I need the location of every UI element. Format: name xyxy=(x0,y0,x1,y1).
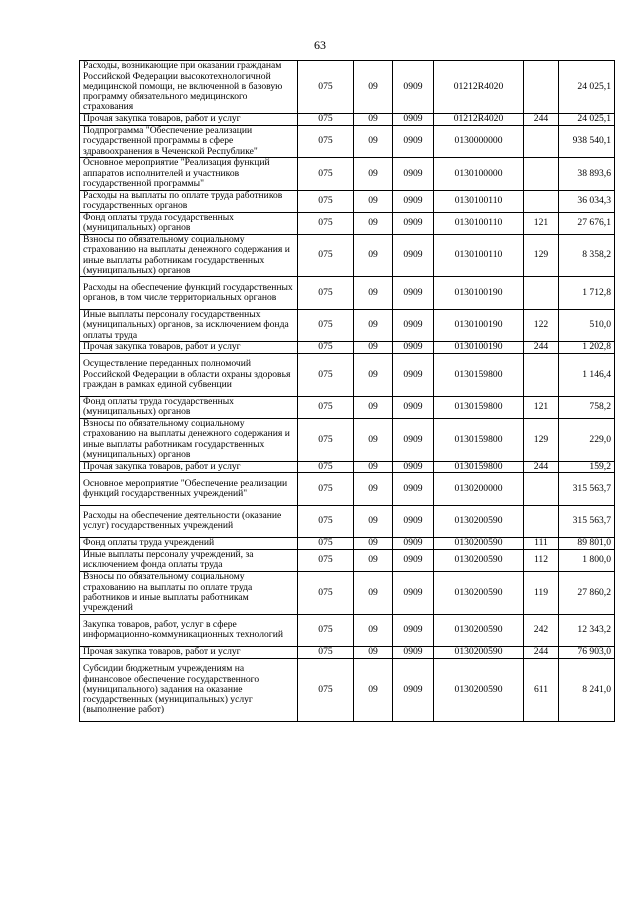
row-expense-type-cell: 129 xyxy=(524,234,559,277)
row-ministry-code-cell: 075 xyxy=(298,505,354,537)
row-section-code-cell: 09 xyxy=(354,190,393,212)
row-subsection-code-cell: 0909 xyxy=(393,342,434,354)
table-row xyxy=(80,538,615,550)
row-section-code-cell: 09 xyxy=(354,234,393,277)
row-name-cell: Расходы на выплаты по оплате труда работников государственных органов xyxy=(80,190,298,212)
row-section-code-cell: 09 xyxy=(354,212,393,234)
row-amount-cell: 38 893,6 xyxy=(559,158,615,190)
row-section-code-cell: 09 xyxy=(354,125,393,157)
row-expense-type-cell: 611 xyxy=(524,658,559,721)
row-ministry-code-cell: 075 xyxy=(298,309,354,341)
row-section-code-cell: 09 xyxy=(354,158,393,190)
row-amount-cell: 76 903,0 xyxy=(559,647,615,659)
row-section-code-cell: 09 xyxy=(354,647,393,659)
row-subsection-code-cell: 0909 xyxy=(393,614,434,646)
row-amount-cell: 24 025,1 xyxy=(559,114,615,126)
row-name-cell: Фонд оплаты труда учреждений xyxy=(80,538,298,550)
row-name-cell: Иные выплаты персоналу учреждений, за исключением фонда оплаты труда xyxy=(80,549,298,571)
row-target-article-cell: 0130100110 xyxy=(434,190,524,212)
row-ministry-code-cell: 075 xyxy=(298,658,354,721)
row-section-code-cell: 09 xyxy=(354,549,393,571)
table-row xyxy=(80,342,615,354)
row-subsection-code-cell: 0909 xyxy=(393,125,434,157)
row-subsection-code-cell: 0909 xyxy=(393,61,434,114)
row-amount-cell: 36 034,3 xyxy=(559,190,615,212)
row-subsection-code-cell: 0909 xyxy=(393,354,434,397)
row-amount-cell: 1 800,0 xyxy=(559,549,615,571)
row-ministry-code-cell: 075 xyxy=(298,647,354,659)
row-amount-cell: 24 025,1 xyxy=(559,61,615,114)
row-name-cell: Прочая закупка товаров, работ и услуг xyxy=(80,647,298,659)
row-amount-cell: 315 563,7 xyxy=(559,473,615,505)
row-ministry-code-cell: 075 xyxy=(298,234,354,277)
table-row xyxy=(80,277,615,309)
row-name-cell: Подпрограмма "Обеспечение реализации государственной программы в сфере здравоохранения в Чеченской Республике" xyxy=(80,125,298,157)
row-name-cell: Субсидии бюджетным учреждениям на финансовое обеспечение государственного (муниципального) задания на оказание государственных (муниципальных) услуг (выполнение работ) xyxy=(80,658,298,721)
table-row xyxy=(80,234,615,277)
row-ministry-code-cell: 075 xyxy=(298,538,354,550)
row-target-article-cell: 0130159800 xyxy=(434,396,524,418)
row-subsection-code-cell: 0909 xyxy=(393,461,434,473)
row-subsection-code-cell: 0909 xyxy=(393,473,434,505)
row-name-cell: Взносы по обязательному социальному страхованию на выплаты по оплате труда работников и иные выплаты работникам учреждений xyxy=(80,571,298,614)
row-amount-cell: 159,2 xyxy=(559,461,615,473)
row-section-code-cell: 09 xyxy=(354,342,393,354)
row-ministry-code-cell: 075 xyxy=(298,549,354,571)
row-section-code-cell: 09 xyxy=(354,614,393,646)
row-expense-type-cell xyxy=(524,190,559,212)
row-name-cell: Основное мероприятие "Реализация функций аппаратов исполнителей и участников государственной программы" xyxy=(80,158,298,190)
row-ministry-code-cell: 075 xyxy=(298,277,354,309)
row-ministry-code-cell: 075 xyxy=(298,354,354,397)
row-target-article-cell: 0130200590 xyxy=(434,549,524,571)
row-name-cell: Прочая закупка товаров, работ и услуг xyxy=(80,114,298,126)
row-amount-cell: 315 563,7 xyxy=(559,505,615,537)
row-expense-type-cell: 244 xyxy=(524,461,559,473)
row-expense-type-cell xyxy=(524,61,559,114)
row-subsection-code-cell: 0909 xyxy=(393,190,434,212)
row-amount-cell: 1 202,8 xyxy=(559,342,615,354)
table-row xyxy=(80,549,615,571)
row-expense-type-cell: 244 xyxy=(524,647,559,659)
table-row xyxy=(80,505,615,537)
row-subsection-code-cell: 0909 xyxy=(393,647,434,659)
row-target-article-cell: 0130000000 xyxy=(434,125,524,157)
row-ministry-code-cell: 075 xyxy=(298,212,354,234)
row-target-article-cell: 0130200590 xyxy=(434,505,524,537)
row-subsection-code-cell: 0909 xyxy=(393,277,434,309)
row-ministry-code-cell: 075 xyxy=(298,473,354,505)
row-name-cell: Прочая закупка товаров, работ и услуг xyxy=(80,461,298,473)
row-expense-type-cell: 121 xyxy=(524,212,559,234)
row-amount-cell: 8 358,2 xyxy=(559,234,615,277)
row-ministry-code-cell: 075 xyxy=(298,61,354,114)
row-amount-cell: 27 676,1 xyxy=(559,212,615,234)
row-name-cell: Иные выплаты персоналу государственных (муниципальных) органов, за исключением фонда оплаты труда xyxy=(80,309,298,341)
row-subsection-code-cell: 0909 xyxy=(393,234,434,277)
row-expense-type-cell: 244 xyxy=(524,342,559,354)
table-row xyxy=(80,658,615,721)
row-section-code-cell: 09 xyxy=(354,114,393,126)
row-expense-type-cell xyxy=(524,158,559,190)
row-expense-type-cell: 244 xyxy=(524,114,559,126)
row-expense-type-cell: 129 xyxy=(524,418,559,461)
row-expense-type-cell: 111 xyxy=(524,538,559,550)
table-row xyxy=(80,158,615,190)
row-expense-type-cell xyxy=(524,125,559,157)
row-subsection-code-cell: 0909 xyxy=(393,158,434,190)
row-name-cell: Взносы по обязательному социальному страхованию на выплаты денежного содержания и иные выплаты работникам государственных (муниципальных) органов xyxy=(80,418,298,461)
row-target-article-cell: 0130159800 xyxy=(434,418,524,461)
row-expense-type-cell: 122 xyxy=(524,309,559,341)
row-expense-type-cell xyxy=(524,473,559,505)
row-name-cell: Осуществление переданных полномочий Российской Федерации в области охраны здоровья граждан в рамках единой субвенции xyxy=(80,354,298,397)
table-row xyxy=(80,473,615,505)
table-row xyxy=(80,125,615,157)
row-expense-type-cell: 112 xyxy=(524,549,559,571)
row-name-cell: Расходы на обеспечение деятельности (оказание услуг) государственных учреждений xyxy=(80,505,298,537)
row-name-cell: Фонд оплаты труда государственных (муниципальных) органов xyxy=(80,212,298,234)
table-row xyxy=(80,190,615,212)
row-target-article-cell: 01212R4020 xyxy=(434,61,524,114)
row-target-article-cell: 0130100110 xyxy=(434,212,524,234)
table-row xyxy=(80,396,615,418)
row-target-article-cell: 0130200590 xyxy=(434,571,524,614)
row-amount-cell: 27 860,2 xyxy=(559,571,615,614)
row-amount-cell: 938 540,1 xyxy=(559,125,615,157)
table-body xyxy=(80,61,615,722)
row-section-code-cell: 09 xyxy=(354,396,393,418)
row-ministry-code-cell: 075 xyxy=(298,158,354,190)
row-ministry-code-cell: 075 xyxy=(298,342,354,354)
row-amount-cell: 12 343,2 xyxy=(559,614,615,646)
row-expense-type-cell xyxy=(524,505,559,537)
row-name-cell: Расходы на обеспечение функций государственных органов, в том числе территориальных органов xyxy=(80,277,298,309)
table-row xyxy=(80,571,615,614)
row-target-article-cell: 0130100000 xyxy=(434,158,524,190)
row-section-code-cell: 09 xyxy=(354,473,393,505)
row-target-article-cell: 0130159800 xyxy=(434,461,524,473)
row-ministry-code-cell: 075 xyxy=(298,571,354,614)
row-amount-cell: 1 146,4 xyxy=(559,354,615,397)
row-section-code-cell: 09 xyxy=(354,277,393,309)
row-amount-cell: 89 801,0 xyxy=(559,538,615,550)
table-row xyxy=(80,461,615,473)
table-row xyxy=(80,61,615,114)
row-expense-type-cell xyxy=(524,354,559,397)
table-row xyxy=(80,114,615,126)
row-name-cell: Закупка товаров, работ, услуг в сфере информационно-коммуникационных технологий xyxy=(80,614,298,646)
row-amount-cell: 8 241,0 xyxy=(559,658,615,721)
row-section-code-cell: 09 xyxy=(354,658,393,721)
row-section-code-cell: 09 xyxy=(354,354,393,397)
table-row xyxy=(80,212,615,234)
row-subsection-code-cell: 0909 xyxy=(393,114,434,126)
row-subsection-code-cell: 0909 xyxy=(393,418,434,461)
row-section-code-cell: 09 xyxy=(354,461,393,473)
row-ministry-code-cell: 075 xyxy=(298,461,354,473)
row-section-code-cell: 09 xyxy=(354,61,393,114)
row-name-cell: Расходы, возникающие при оказании гражданам Российской Федерации высокотехнологичной медицинской помощи, не включенной в базовую программу обязательного медицинского страхования xyxy=(80,61,298,114)
row-ministry-code-cell: 075 xyxy=(298,114,354,126)
row-subsection-code-cell: 0909 xyxy=(393,505,434,537)
row-name-cell: Фонд оплаты труда государственных (муниципальных) органов xyxy=(80,396,298,418)
row-section-code-cell: 09 xyxy=(354,571,393,614)
row-target-article-cell: 0130200000 xyxy=(434,473,524,505)
row-ministry-code-cell: 075 xyxy=(298,396,354,418)
row-expense-type-cell xyxy=(524,277,559,309)
row-subsection-code-cell: 0909 xyxy=(393,658,434,721)
row-subsection-code-cell: 0909 xyxy=(393,309,434,341)
row-target-article-cell: 0130100190 xyxy=(434,309,524,341)
row-expense-type-cell: 242 xyxy=(524,614,559,646)
row-target-article-cell: 0130200590 xyxy=(434,614,524,646)
row-target-article-cell: 0130200590 xyxy=(434,647,524,659)
row-target-article-cell: 0130100110 xyxy=(434,234,524,277)
row-ministry-code-cell: 075 xyxy=(298,190,354,212)
row-amount-cell: 758,2 xyxy=(559,396,615,418)
row-ministry-code-cell: 075 xyxy=(298,614,354,646)
budget-table xyxy=(79,60,615,722)
table-row xyxy=(80,418,615,461)
row-section-code-cell: 09 xyxy=(354,418,393,461)
row-target-article-cell: 01212R4020 xyxy=(434,114,524,126)
table-row xyxy=(80,309,615,341)
row-section-code-cell: 09 xyxy=(354,538,393,550)
row-section-code-cell: 09 xyxy=(354,309,393,341)
row-expense-type-cell: 119 xyxy=(524,571,559,614)
row-expense-type-cell: 121 xyxy=(524,396,559,418)
row-subsection-code-cell: 0909 xyxy=(393,538,434,550)
table-row xyxy=(80,354,615,397)
row-target-article-cell: 0130159800 xyxy=(434,354,524,397)
row-name-cell: Прочая закупка товаров, работ и услуг xyxy=(80,342,298,354)
row-subsection-code-cell: 0909 xyxy=(393,571,434,614)
row-name-cell: Основное мероприятие "Обеспечение реализации функций государственных учреждений" xyxy=(80,473,298,505)
row-ministry-code-cell: 075 xyxy=(298,418,354,461)
row-subsection-code-cell: 0909 xyxy=(393,549,434,571)
row-target-article-cell: 0130100190 xyxy=(434,277,524,309)
row-section-code-cell: 09 xyxy=(354,505,393,537)
row-ministry-code-cell: 075 xyxy=(298,125,354,157)
row-subsection-code-cell: 0909 xyxy=(393,396,434,418)
row-amount-cell: 229,0 xyxy=(559,418,615,461)
row-target-article-cell: 0130100190 xyxy=(434,342,524,354)
row-subsection-code-cell: 0909 xyxy=(393,212,434,234)
table-row xyxy=(80,647,615,659)
row-amount-cell: 1 712,8 xyxy=(559,277,615,309)
row-amount-cell: 510,0 xyxy=(559,309,615,341)
row-target-article-cell: 0130200590 xyxy=(434,658,524,721)
row-name-cell: Взносы по обязательному социальному страхованию на выплаты денежного содержания и иные выплаты работникам государственных (муниципальных) органов xyxy=(80,234,298,277)
page-number: 63 xyxy=(314,38,326,52)
row-target-article-cell: 0130200590 xyxy=(434,538,524,550)
table-row xyxy=(80,614,615,646)
